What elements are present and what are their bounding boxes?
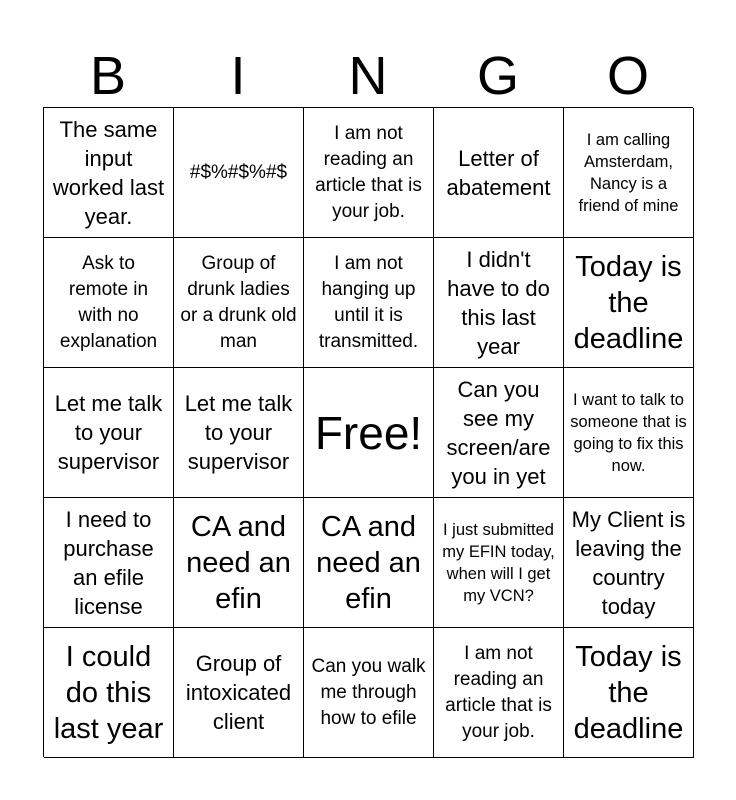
header-letter-b: B bbox=[89, 46, 127, 106]
cell-text: I am not hanging up until it is transmitted. bbox=[318, 252, 419, 352]
bingo-cell-r4-c4[interactable] bbox=[434, 498, 564, 628]
header-letter-g: G bbox=[476, 46, 519, 106]
cell-text: CA and need an efin bbox=[316, 510, 421, 615]
bingo-board bbox=[43, 107, 693, 757]
cell-text: I could do this last year bbox=[53, 640, 164, 745]
bingo-cell-r4-c3[interactable] bbox=[304, 498, 434, 628]
cell-text: Let me talk to your supervisor bbox=[54, 391, 163, 474]
bingo-cell-r5-c5[interactable] bbox=[564, 628, 694, 758]
bingo-cell-r3-c4[interactable] bbox=[434, 368, 564, 498]
cell-text: Today is the deadline bbox=[573, 640, 684, 745]
bingo-cell-r4-c5[interactable] bbox=[564, 498, 694, 628]
cell-text: I am not reading an article that is your job. bbox=[445, 642, 552, 742]
bingo-cell-r2-c2[interactable] bbox=[174, 238, 304, 368]
header-letter-o: O bbox=[606, 46, 649, 106]
cell-text: I want to talk to someone that is going to fix this now. bbox=[570, 390, 687, 475]
header-letter-n: N bbox=[348, 46, 388, 106]
cell-text: Group of drunk ladies or a drunk old man bbox=[180, 252, 297, 352]
bingo-cell-r2-c5[interactable] bbox=[564, 238, 694, 368]
cell-text: Today is the deadline bbox=[573, 250, 684, 355]
free-space-text: Free! bbox=[314, 406, 423, 459]
cell-text: #$%#$%#$ bbox=[189, 161, 288, 183]
bingo-cell-r2-c4[interactable] bbox=[434, 238, 564, 368]
bingo-cell-r1-c5[interactable] bbox=[564, 108, 694, 238]
cell-text: Ask to remote in with no explanation bbox=[59, 252, 158, 352]
bingo-cell-r3-c2[interactable] bbox=[174, 368, 304, 498]
cell-text: Can you walk me through how to efile bbox=[311, 655, 426, 729]
bingo-cell-r3-c5[interactable] bbox=[564, 368, 694, 498]
bingo-cell-r4-c2[interactable] bbox=[174, 498, 304, 628]
cell-text: I need to purchase an efile license bbox=[63, 506, 154, 619]
cell-text: The same input worked last year. bbox=[52, 116, 165, 229]
header-letter-i: I bbox=[230, 46, 246, 106]
bingo-cell-r5-c2[interactable] bbox=[174, 628, 304, 758]
bingo-cell-r3-c1[interactable] bbox=[44, 368, 174, 498]
bingo-cell-r4-c1[interactable] bbox=[44, 498, 174, 628]
cell-text: My Client is leaving the country today bbox=[571, 506, 686, 619]
bingo-free-space[interactable] bbox=[304, 368, 434, 498]
bingo-cell-r5-c4[interactable] bbox=[434, 628, 564, 758]
cell-text: I am not reading an article that is your job. bbox=[315, 122, 422, 222]
bingo-header bbox=[43, 46, 693, 106]
bingo-cell-r1-c1[interactable] bbox=[44, 108, 174, 238]
cell-text: I just submitted my EFIN today, when will I get my VCN? bbox=[442, 520, 555, 605]
bingo-cell-r1-c4[interactable] bbox=[434, 108, 564, 238]
cell-text: Letter of abatement bbox=[446, 145, 551, 200]
cell-text: I am calling Amsterdam, Nancy is a friend of mine bbox=[578, 130, 679, 215]
bingo-cell-r5-c3[interactable] bbox=[304, 628, 434, 758]
cell-text: CA and need an efin bbox=[186, 510, 291, 615]
bingo-cell-r1-c2[interactable] bbox=[174, 108, 304, 238]
bingo-cell-r5-c1[interactable] bbox=[44, 628, 174, 758]
cell-text: Group of intoxicated client bbox=[185, 651, 292, 734]
bingo-cell-r2-c3[interactable] bbox=[304, 238, 434, 368]
cell-text: Let me talk to your supervisor bbox=[184, 391, 293, 474]
cell-text: I didn't have to do this last year bbox=[447, 246, 550, 359]
cell-text: Can you see my screen/are you in yet bbox=[446, 376, 551, 489]
bingo-cell-r1-c3[interactable] bbox=[304, 108, 434, 238]
bingo-cell-r2-c1[interactable] bbox=[44, 238, 174, 368]
